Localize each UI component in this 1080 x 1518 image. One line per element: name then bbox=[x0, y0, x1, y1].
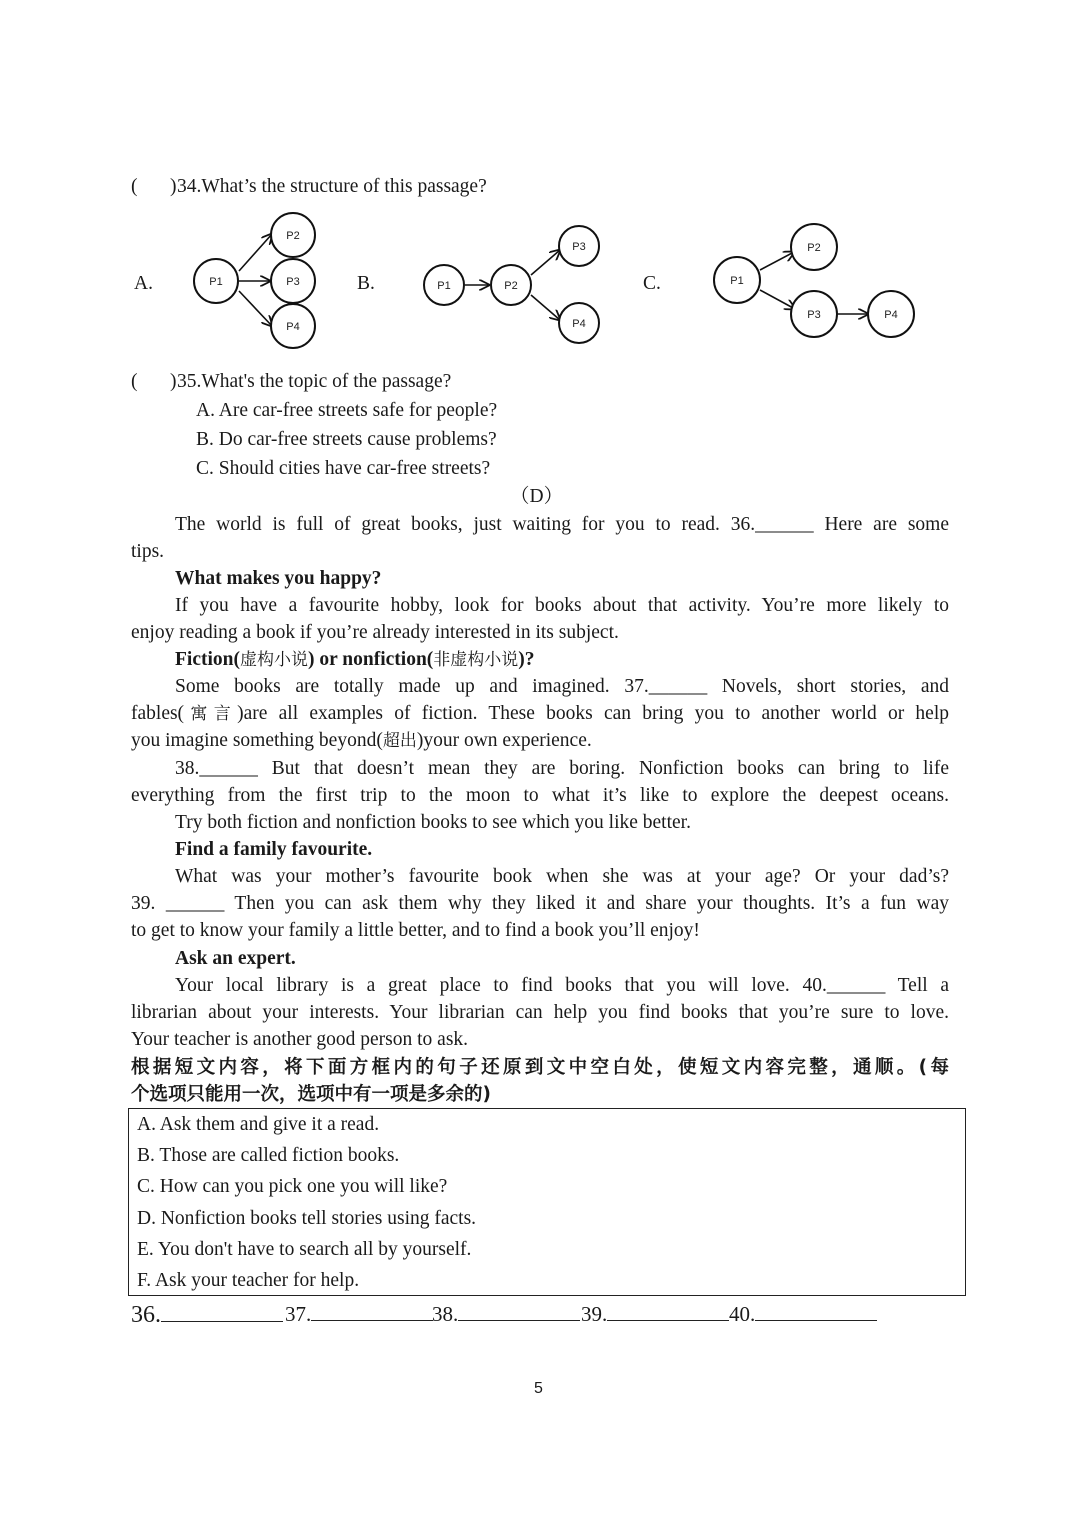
answer-40-blank[interactable] bbox=[755, 1302, 877, 1321]
diagram-c-label-p3: P3 bbox=[807, 309, 821, 321]
diagram-b bbox=[424, 226, 599, 343]
heading-fiction-part2: ) or nonfiction( bbox=[307, 649, 434, 670]
answer-36-label: 36. bbox=[131, 1302, 161, 1328]
passage-p3-fables: fables( bbox=[131, 703, 185, 724]
diagram-a-arrow-p2 bbox=[239, 234, 272, 271]
passage-p3-line2 bbox=[131, 700, 949, 728]
answer-39-blank[interactable] bbox=[607, 1302, 729, 1321]
diagram-b-arrow-p3 bbox=[531, 250, 560, 275]
diagram-c-label-p2: P2 bbox=[807, 242, 821, 254]
passage-p3-line1: Some books are totally made up and imagined. 37.______ Novels, short stories, and bbox=[175, 676, 949, 697]
answer-39-label: 39. bbox=[581, 1302, 608, 1326]
instruction-line2: 个选项只能用一次，选项中有一项是多余的) bbox=[131, 1084, 491, 1105]
diagram-b-label-p1: P1 bbox=[437, 280, 451, 292]
answer-38-blank[interactable] bbox=[458, 1302, 580, 1321]
diagram-c-label-p4: P4 bbox=[884, 309, 898, 321]
answer-37-blank[interactable] bbox=[311, 1302, 433, 1321]
q34-option-b: B. bbox=[357, 273, 375, 294]
diagram-a-label-p1: P1 bbox=[209, 276, 223, 288]
diagram-b-label-p4: P4 bbox=[572, 318, 586, 330]
answer-40-label: 40. bbox=[729, 1302, 756, 1326]
diagram-b-arrow-p4 bbox=[531, 295, 560, 320]
passage-p7-line3: Your teacher is another good person to ask. bbox=[131, 1029, 469, 1050]
choice-a: A. Ask them and give it a read. bbox=[137, 1114, 380, 1135]
passage-p6-line3: to get to know your family a little better, and to find a book you’ll enjoy! bbox=[131, 920, 700, 941]
diagram-a-arrow-p4 bbox=[239, 291, 272, 326]
structure-diagrams bbox=[0, 0, 1080, 380]
q35-option-b: B. Do car-free streets cause problems? bbox=[196, 429, 497, 450]
diagram-a-label-p2: P2 bbox=[286, 230, 300, 242]
q34-option-a: A. bbox=[134, 273, 153, 294]
heading-family-favourite: Find a family favourite. bbox=[175, 839, 373, 860]
passage-p4-line2: everything from the first trip to the moon to what it’s like to explore the deepest oceans. bbox=[131, 785, 949, 806]
choice-f: F. Ask your teacher for help. bbox=[137, 1270, 360, 1291]
passage-p7-line1: Your local library is a great place to find books that you will love. 40.______ Tell a bbox=[175, 975, 949, 996]
diagram-c bbox=[714, 224, 914, 337]
q35-paren-close: ) bbox=[170, 371, 177, 392]
q35-option-a: A. Are car-free streets safe for people? bbox=[196, 400, 498, 421]
q35-option-c: C. Should cities have car-free streets? bbox=[196, 458, 491, 479]
heading-fiction-cn1: 虚构小说 bbox=[239, 650, 308, 670]
q34-question: 34.What’s the structure of this passage? bbox=[177, 176, 487, 197]
q34-paren: ( bbox=[131, 176, 138, 197]
q35-paren: ( bbox=[131, 371, 138, 392]
passage-p7-line2: librarian about your interests. Your librarian can help you find books that you’re sure to love. bbox=[131, 1002, 949, 1023]
diagram-a-label-p3: P3 bbox=[286, 276, 300, 288]
heading-fiction-or-nonfiction bbox=[175, 646, 535, 674]
diagram-c-label-p1: P1 bbox=[730, 275, 744, 287]
passage-p6-line1: What was your mother’s favourite book when she was at your age? Or your dad’s? bbox=[175, 866, 949, 887]
passage-p3-line3 bbox=[131, 727, 592, 755]
heading-fiction-part1: Fiction( bbox=[175, 649, 240, 670]
page-number: 5 bbox=[534, 1380, 543, 1397]
passage-p2-line1: If you have a favourite hobby, look for books about that activity. You’re more likely to bbox=[175, 595, 949, 616]
diagram-c-arrow-p2 bbox=[760, 252, 794, 270]
heading-ask-an-expert: Ask an expert. bbox=[175, 948, 296, 969]
passage-p2-line2: enjoy reading a book if you’re already interested in its subject. bbox=[131, 622, 619, 643]
choice-e: E. You don't have to search all by yourself. bbox=[137, 1239, 472, 1260]
answer-36-blank[interactable] bbox=[161, 1303, 283, 1322]
passage-p5: Try both fiction and nonfiction books to see which you like better. bbox=[175, 812, 691, 833]
choice-b: B. Those are called fiction books. bbox=[137, 1145, 400, 1166]
diagram-b-label-p2: P2 bbox=[504, 280, 518, 292]
passage-p3-line2-rest: )are all examples of fiction. These books can bring you to another world or help bbox=[237, 703, 949, 724]
diagram-a-label-p4: P4 bbox=[286, 321, 300, 333]
answer-37-label: 37. bbox=[285, 1302, 312, 1326]
answer-36 bbox=[131, 1302, 283, 1329]
q35-question: 35.What's the topic of the passage? bbox=[177, 371, 452, 392]
passage-p3-beyond: you imagine something beyond( bbox=[131, 730, 383, 751]
heading-fiction-part3: )? bbox=[518, 649, 535, 670]
passage-p6-line2: 39. ______ Then you can ask them why they liked it and share your thoughts. It’s a fun way bbox=[131, 893, 949, 914]
passage-p4-line1: 38.______ But that doesn’t mean they are boring. Nonfiction books can bring to life bbox=[175, 758, 949, 779]
passage-p1: The world is full of great books, just waiting for you to read. 36.______ Here are some bbox=[175, 514, 949, 535]
section-label: （D） bbox=[510, 486, 564, 507]
instruction-line1: 根据短文内容，将下面方框内的句子还原到文中空白处，使短文内容完整，通顺。(每 bbox=[131, 1057, 949, 1078]
q34-paren-close: ) bbox=[170, 176, 177, 197]
answer-38 bbox=[432, 1302, 580, 1327]
diagram-a bbox=[194, 213, 315, 348]
heading-what-makes-you-happy: What makes you happy? bbox=[175, 568, 382, 589]
diagram-b-label-p3: P3 bbox=[572, 241, 586, 253]
options-box bbox=[128, 1108, 966, 1296]
answer-39 bbox=[581, 1302, 729, 1327]
choice-c: C. How can you pick one you will like? bbox=[137, 1176, 448, 1197]
answer-37 bbox=[285, 1302, 433, 1327]
answer-38-label: 38. bbox=[432, 1302, 459, 1326]
passage-p3-fables-cn: 寓言 bbox=[184, 704, 238, 724]
choice-d: D. Nonfiction books tell stories using facts. bbox=[137, 1208, 477, 1229]
passage-p3-beyond-cn: 超出 bbox=[382, 731, 417, 751]
answer-40 bbox=[729, 1302, 877, 1327]
passage-p1-end: tips. bbox=[131, 541, 165, 562]
passage-p3-line3-rest: )your own experience. bbox=[416, 730, 592, 751]
diagram-c-arrow-p3 bbox=[760, 290, 795, 309]
heading-fiction-cn2: 非虚构小说 bbox=[433, 650, 519, 670]
q34-option-c: C. bbox=[643, 273, 661, 294]
